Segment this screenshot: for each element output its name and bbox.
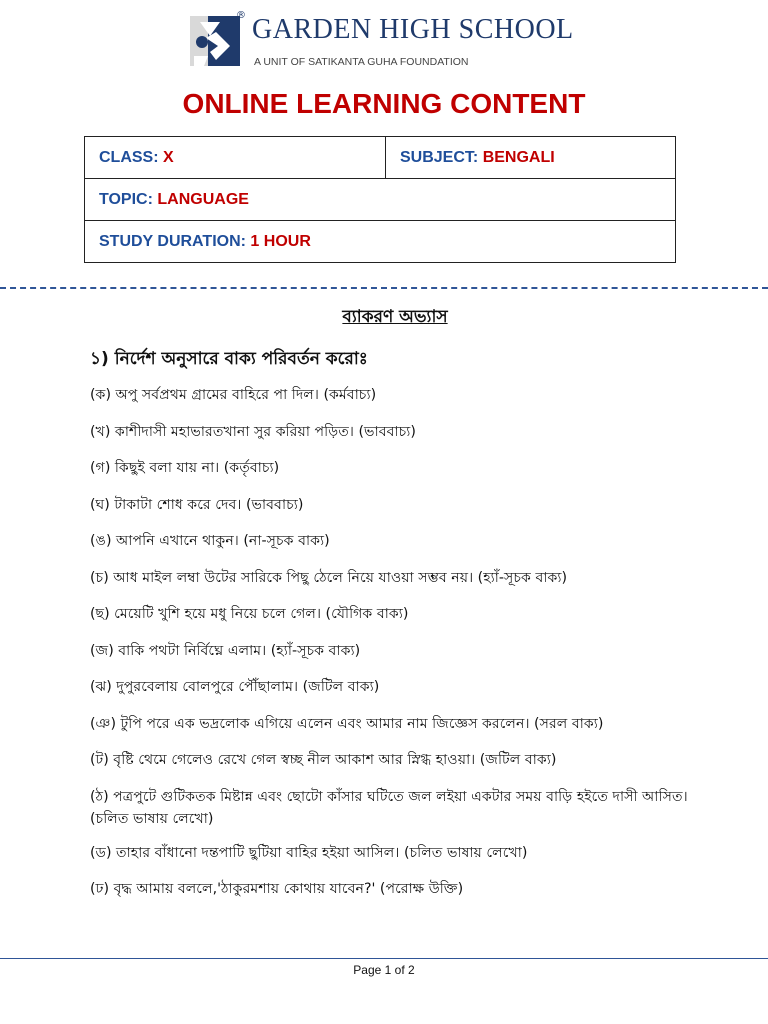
- question-item: (ঢ) বৃদ্ধ আমায় বললে,'ঠাকুরমশায় কোথায় যাবেন?' (পরোক্ষ উক্তি): [90, 881, 464, 897]
- section-divider: [0, 287, 768, 289]
- question-item: (ঘ) টাকাটা শোধ করে দেব। (ভাববাচ্য): [90, 496, 304, 513]
- question-item: (গ) কিছুই বলা যায় না। (কর্তৃবাচ্য): [90, 460, 280, 476]
- duration-cell: [85, 221, 676, 263]
- registered-mark: ®: [236, 10, 246, 21]
- question-item: (চ) আধ মাইল লম্বা উটের সারিকে পিছু ঠেলে নিয়ে যাওয়া সম্ভব নয়। (হ্যাঁ-সূচক বাক্য): [90, 569, 568, 586]
- question-item: (ঝ) দুপুরবেলায় বোলপুরে পৌঁছালাম। (জটিল বাক্য): [90, 679, 380, 695]
- page-title: ONLINE LEARNING CONTENT: [182, 88, 586, 119]
- question-item: (জ) বাকি পথটা নির্বিঘ্নে এলাম। (হ্যাঁ-সূচক বাক্য): [90, 642, 361, 659]
- school-subtitle: A UNIT OF SATIKANTA GUHA FOUNDATION: [254, 56, 469, 68]
- school-header: [186, 12, 636, 74]
- info-row-class-subject: [85, 137, 676, 179]
- info-row-topic: [85, 179, 676, 221]
- question-item: (ঠ) পত্রপুটে গুটিকতক মিষ্টান্ন এবং ছোটো কাঁসার ঘটিতে জল লইয়া একটার সময় বাড়ি হইতে দাসী আসিত। (চলিত ভাষায় লেখো): [90, 788, 688, 827]
- info-row-duration: [85, 221, 676, 263]
- class-value: X: [163, 148, 174, 166]
- topic-label: TOPIC:: [99, 190, 153, 208]
- page-number: Page 1 of 2: [353, 963, 415, 977]
- question-item: (ক) অপু সর্বপ্রথম গ্রামের বাহিরে পা দিল। (কর্মবাচ্য): [90, 387, 377, 403]
- subject-value: BENGALI: [482, 148, 555, 166]
- question-item: (ছ) মেয়েটি খুশি হয়ে মধু নিয়ে চলে গেল। (যৌগিক বাক্য): [90, 606, 409, 622]
- question-item: (ড) তাহার বাঁধানো দন্তপাটি ছুটিয়া বাহির হইয়া আসিল। (চলিত ভাষায় লেখো): [90, 844, 528, 861]
- subject-label: SUBJECT:: [400, 148, 479, 166]
- question-item: (ঞ) টুপি পরে এক ভদ্রলোক এগিয়ে এলেন এবং আমার নাম জিজ্ঞেস করলেন। (সরল বাক্য): [90, 715, 604, 732]
- class-cell: [85, 137, 386, 179]
- footer-divider: [0, 958, 768, 959]
- duration-label: STUDY DURATION:: [99, 232, 246, 250]
- question-item: (ট) বৃষ্টি থেমে গেলেও রেখে গেল স্বচ্ছ নীল আকাশ আর স্নিগ্ধ হাওয়া। (জটিল বাক্য): [90, 752, 557, 768]
- exercise-heading: ব্যাকরণ অভ্যাস: [342, 307, 448, 327]
- exercise-instruction: ১) নির্দেশ অনুসারে বাক্য পরিবর্তন করোঃ: [90, 349, 368, 369]
- info-table: [84, 136, 676, 263]
- subject-cell: [386, 137, 676, 179]
- school-name: GARDEN HIGH SCHOOL: [252, 14, 574, 45]
- topic-cell: [85, 179, 676, 221]
- topic-value: LANGUAGE: [157, 190, 249, 208]
- question-item: (খ) কাশীদাসী মহাভারতখানা সুর করিয়া পড়িত। (ভাববাচ্য): [90, 423, 416, 440]
- duration-value: 1 HOUR: [250, 232, 311, 250]
- class-label: CLASS:: [99, 148, 159, 166]
- question-item: (ঙ) আপনি এখানে থাকুন। (না-সূচক বাক্য): [90, 533, 330, 549]
- exercise-content: [90, 300, 690, 915]
